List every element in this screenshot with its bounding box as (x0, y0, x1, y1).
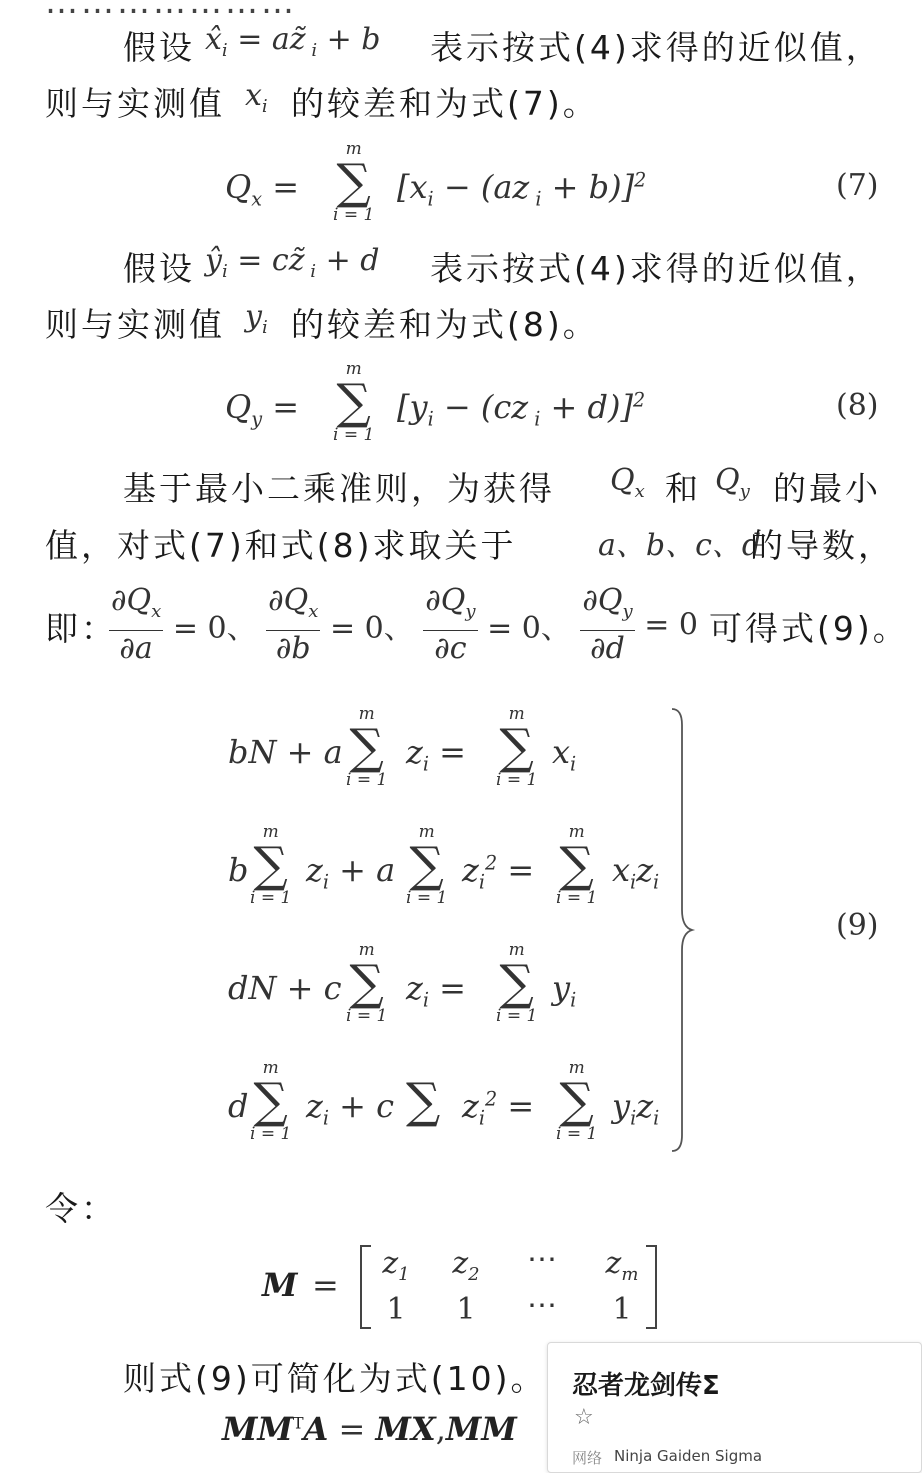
equation-10-partial: $MM^TA = MX,MM$ (222, 1410, 517, 1448)
clipped-top-line: ………………… (45, 0, 297, 21)
card-subtitle: Ninja Gaiden Sigma (614, 1447, 763, 1465)
p1-tail: 表示按式(4)求得的近似值， (430, 28, 882, 67)
p2-var: $y_i$ (245, 299, 268, 338)
p2-tail: 表示按式(4)求得的近似值， (430, 249, 882, 288)
p3-line3-tail: 可得式(9)。 (709, 609, 909, 648)
p3-qy: $Q_y$ (715, 463, 750, 502)
equation-9-number: (9) (836, 908, 879, 943)
p1-line2-tail: 的较差和为式(7)。 (291, 84, 599, 123)
right-brace (668, 705, 698, 1155)
matrix-M: M = $z_1$ $z_2$ ⋯ $z_m$ 1 1 ⋯ 1 (262, 1240, 662, 1335)
p3-line3-lead: 即： (45, 609, 117, 648)
p2-formula: $ŷ_i$ = cz̃ $_i$ + d (205, 243, 380, 282)
card-title: 忍者龙剑传Σ (572, 1371, 720, 1401)
p3-and: 和 (665, 469, 701, 508)
equation-7-number: (7) (836, 168, 879, 203)
p3-lead: 基于最小二乘准则，为获得 (123, 469, 555, 508)
card-tag: 网络 (572, 1449, 603, 1467)
p2-line2-lead: 则与实测值 (45, 305, 225, 344)
p3-line2: 值，对式(7)和式(8)求取关于 (45, 526, 517, 565)
p1-formula: $x̂_i$ = az̃ $_i$ + b (205, 22, 381, 61)
equation-8-number: (8) (836, 388, 879, 423)
p1-lead: 假设 (123, 28, 195, 67)
p2-lead: 假设 (123, 249, 195, 288)
p3-vars: a、b、c、d (598, 528, 762, 563)
p3-min: 的最小 (773, 469, 881, 508)
p3-qx: $Q_x$ (610, 463, 645, 502)
p3-line2-tail: 的导数， (750, 526, 894, 565)
ling-label: 令： (45, 1189, 117, 1228)
star-icon[interactable]: ☆ (574, 1405, 594, 1430)
p1-var: $x_i$ (245, 78, 268, 117)
p2-line2-tail: 的较差和为式(8)。 (291, 305, 599, 344)
p1-line2-lead: 则与实测值 (45, 84, 225, 123)
equation-9-system: bN + a m ∑ i = 1 $z_i$ = m ∑ i = 1 $x_i$ b m ∑ i = 1 $z_i + a$ m ∑ i = 1 $z_i^2$ = m ∑ i = 1 $x_iz_i$ dN + c m ∑ i = 1 $z_i$ = m ∑ i = 1 $y_i$ d m ∑ i = 1 $z_i + c$ ∑ $z_i^2$ = m ∑ i = 1 $y_iz_i$ (228, 705, 688, 1155)
paragraph-4: 则式(9)可简化为式(10)。 (123, 1359, 547, 1398)
related-game-card[interactable] (547, 1342, 922, 1473)
p3-derivatives: $\frac{\partial Q_x}{\partial a}$ = 0、 $\frac{\partial Q_x}{\partial b}$ = 0、 $\frac{\partial Q_y}{\partial c}$ = 0、 $\frac{\partial Q_y}{\partial d}$ = 0 (111, 583, 698, 666)
